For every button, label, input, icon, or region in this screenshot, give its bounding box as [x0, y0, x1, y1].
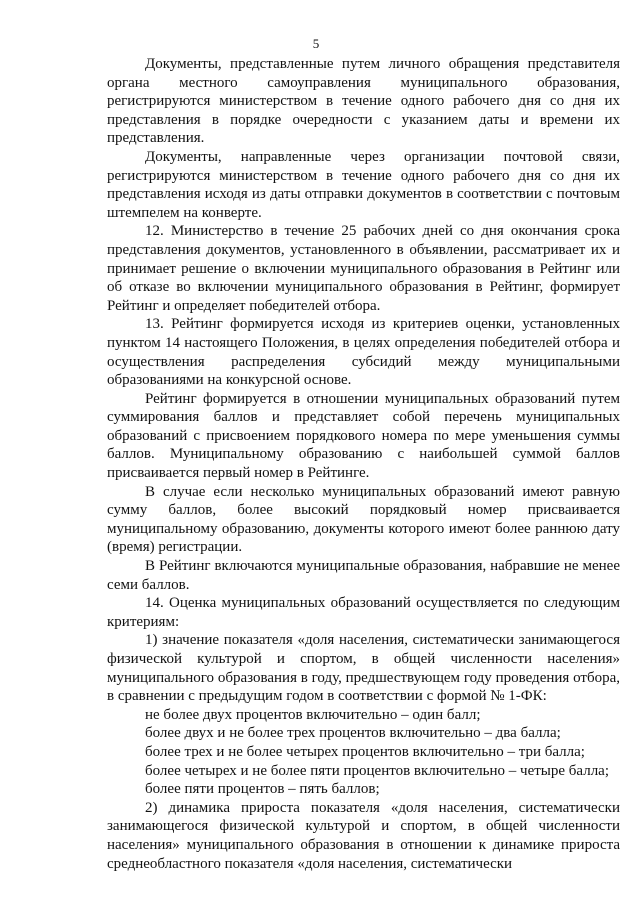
- score-item-1: не более двух процентов включительно – один балл;: [145, 706, 481, 723]
- paragraph-equal-scores: В случае если несколько муниципальных образований имеют равную сумму баллов, более высокий порядковый номер присваивается муниципальному образованию, документы которого имеют более раннюю дату (время) регистрации.: [107, 483, 620, 556]
- paragraph-minimum-score: В Рейтинг включаются муниципальные образования, набравшие не менее семи баллов.: [107, 558, 620, 593]
- paragraph-personal-submission: Документы, представленные путем личного обращения представителя органа местного самоуправления муниципального образования, регистрируются министерством в течение одного рабочего дня со дня их представления в порядке очередности с указанием даты и времени их представления.: [107, 56, 620, 147]
- paragraph-item-12: 12. Министерство в течение 25 рабочих дней со дня окончания срока представления документов, установленного в объявлении, рассматривает их и принимает решение о включении муниципального образования в Рейтинг или об отказе во включении муниципального образования в Рейтинг, формирует Рейтинг и определяет победителей отбора.: [107, 223, 620, 314]
- score-item-3: более трех и не более четырех процентов включительно – три балла;: [145, 743, 585, 760]
- paragraph-item-14: 14. Оценка муниципальных образований осуществляется по следующим критериям:: [107, 595, 620, 630]
- document-body: [107, 55, 620, 873]
- paragraph-rating-formation: Рейтинг формируется в отношении муниципальных образований путем суммирования баллов и представляет собой перечень муниципальных образований с присвоением порядкового номера по мере уменьшения суммы баллов. Муниципальному образованию с наибольшей суммой баллов присваивается первый номер в Рейтинге.: [107, 390, 620, 482]
- paragraph-item-13: 13. Рейтинг формируется исходя из критериев оценки, установленных пунктом 14 настоящего Положения, в целях определения победителей отбора и осуществления распределения субсидий между муниципальными образованиями на конкурсной основе.: [107, 316, 620, 389]
- page-number: 5: [312, 36, 320, 51]
- score-item-5: более пяти процентов – пять баллов;: [145, 781, 380, 798]
- score-item-4: более четырех и не более пяти процентов включительно – четыре балла;: [145, 762, 610, 779]
- paragraph-criterion-1: 1) значение показателя «доля населения, систематически занимающегося физической культурой и спортом, в общей численности населения» муниципального образования в году, предшествующем году проведения отбора, в сравнении с предыдущим годом в соответствии с формой № 1-ФК:: [107, 632, 620, 705]
- paragraph-postal-submission: Документы, направленные через организации почтовой связи, регистрируются министерством в течение одного рабочего дня со дня их представления исходя из даты отправки документов в соответствии с почтовым штемпелем на конверте.: [107, 148, 620, 221]
- score-item-2: более двух и не более трех процентов включительно – два балла;: [145, 725, 561, 742]
- paragraph-criterion-2: 2) динамика прироста показателя «доля населения, систематически занимающегося физической культурой и спортом, в общей численности населения» муниципального образования в отношении к динамике прироста среднеобластного показателя «доля населения, систематически: [107, 799, 620, 872]
